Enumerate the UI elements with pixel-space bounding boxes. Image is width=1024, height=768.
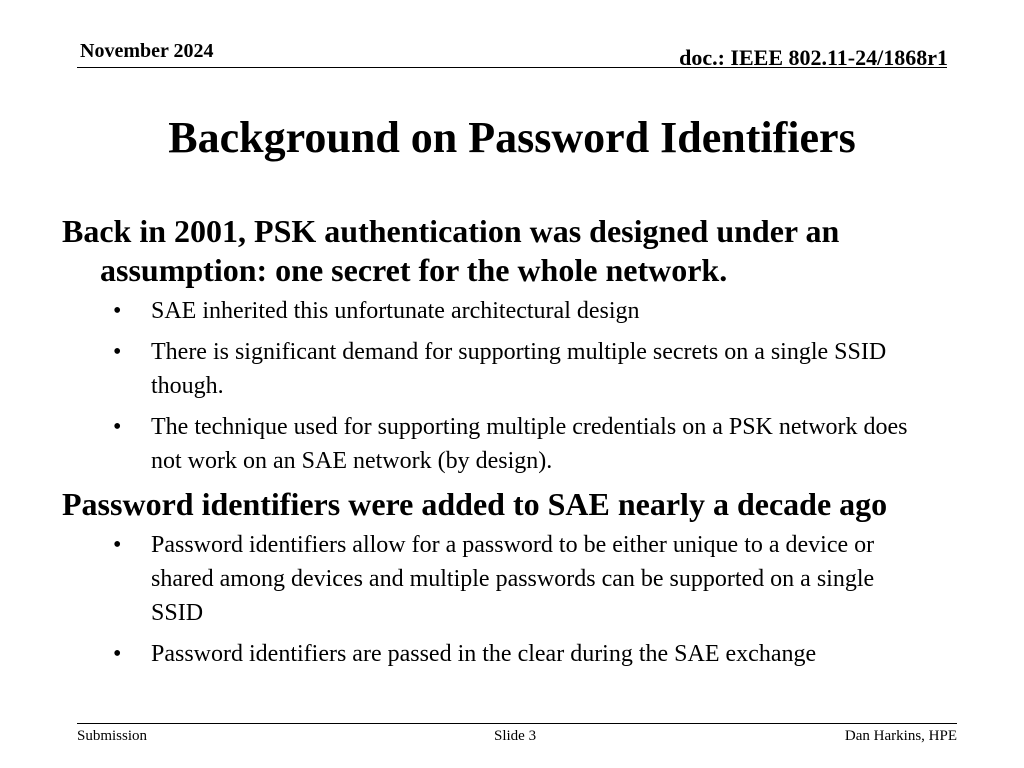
- list-item: [62, 294, 911, 328]
- list-item: [62, 410, 911, 478]
- list-item: [62, 637, 911, 671]
- slide-title: Background on Password Identifiers: [168, 113, 856, 162]
- section-heading-2: Password identifiers were added to SAE nearly a decade ago: [62, 486, 888, 522]
- bullet-icon: •: [113, 532, 122, 558]
- footer-slide-number: Slide 3: [494, 728, 537, 744]
- footer-author: Dan Harkins, HPE: [844, 728, 957, 744]
- section-heading-1: Back in 2001, PSK authentication was designed under an assumption: one secret for the whole network.: [62, 213, 840, 288]
- bullet-text: The technique used for supporting multiple credentials on a PSK network does not work on an SAE network (by design).: [151, 414, 908, 474]
- header-date: November 2024: [80, 40, 214, 62]
- slide-body: [62, 212, 962, 678]
- bullet-text: Password identifiers are passed in the clear during the SAE exchange: [151, 641, 817, 667]
- bullet-text: SAE inherited this unfortunate architectural design: [151, 298, 640, 324]
- bullet-list-1: [62, 294, 962, 478]
- bullet-list-2: [62, 528, 962, 671]
- bullet-icon: •: [113, 339, 122, 365]
- header-divider: [77, 67, 947, 68]
- footer-divider: [77, 723, 957, 724]
- list-item: [62, 528, 911, 630]
- bullet-text: Password identifiers allow for a password to be either unique to a device or shared among devices and multiple passwords can be supported on a single SSID: [151, 532, 875, 626]
- bullet-icon: •: [113, 641, 122, 667]
- list-item: [62, 335, 911, 403]
- footer-submission: Submission: [77, 728, 148, 744]
- bullet-icon: •: [113, 414, 122, 440]
- bullet-icon: •: [113, 298, 122, 324]
- header-doc-id: doc.: IEEE 802.11-24/1868r1: [679, 45, 948, 70]
- bullet-text: There is significant demand for supporting multiple secrets on a single SSID though.: [151, 339, 887, 399]
